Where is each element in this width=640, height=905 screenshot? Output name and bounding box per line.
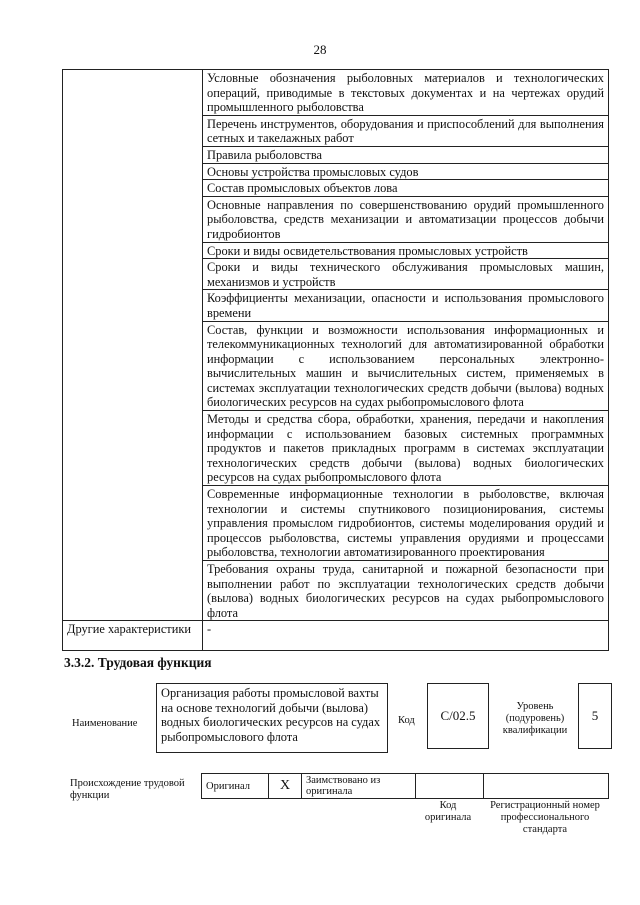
- registration-number-cell: [484, 774, 609, 799]
- origin-label: Происхождение трудовой функции: [70, 778, 185, 801]
- level-box: [578, 683, 612, 749]
- knowledge-row: Основные направления по совершенствованию орудий промышленного рыболовства, средств механизации и автоматизации процессов добычи гидробионтов: [203, 197, 608, 243]
- knowledge-row: Правила рыболовства: [203, 147, 608, 164]
- code-box: [427, 683, 489, 749]
- knowledge-left-cell: [63, 70, 203, 621]
- knowledge-row: Сроки и виды освидетельствования промысловых устройств: [203, 243, 608, 260]
- name-label: Наименование: [72, 718, 138, 729]
- level-label: Уровень (подуровень) квалификации: [502, 701, 568, 736]
- other-characteristics-value: -: [203, 621, 609, 651]
- knowledge-row: Сроки и виды технического обслуживания промысловых машин, механизмов и устройств: [203, 259, 608, 290]
- knowledge-row: Основы устройства промысловых судов: [203, 164, 608, 181]
- knowledge-row: Требования охраны труда, санитарной и пожарной безопасности при выполнении работ по эксплуатации технологических средств добычи (вылова) водных биологических ресурсов на судах рыбопромыслового флота: [207, 562, 604, 620]
- page-number: 28: [313, 42, 327, 57]
- original-mark: X: [269, 774, 302, 799]
- registration-number-caption: Регистрационный номер профессионального стандарта: [490, 800, 600, 835]
- borrowed-label: Заимствовано из оригинала: [302, 774, 416, 799]
- knowledge-row: Перечень инструментов, оборудования и приспособлений для выполнения сетных и такелажных работ: [203, 116, 608, 147]
- knowledge-table: [62, 69, 609, 651]
- knowledge-row: Методы и средства сбора, обработки, хранения, передачи и накопления информации с использованием базовых системных программных продуктов и пакетов прикладных программ в системах эксплуатации технологических средств добычи (вылова) водных биологических ресурсов на судах рыбопромыслового флота: [203, 411, 608, 486]
- knowledge-row: Условные обозначения рыболовных материалов и технологических операций, приводимые в текстовых документах и на чертежах орудий промышленного рыболовства: [203, 70, 608, 116]
- function-name-box: Организация работы промысловой вахты на основе технологий добычи (вылова) водных биологических ресурсов на судах рыбопромыслового флота: [156, 683, 388, 753]
- code-value: C/02.5: [440, 708, 476, 723]
- code-original-caption: Код оригинала: [424, 800, 472, 823]
- knowledge-row: Состав, функции и возможности использования информационных и телекоммуникационных технологий для автоматизированной обработки информации с использованием персональных электронно-вычислительных машин и вычислительных систем, применяемых в системах эксплуатации технологических средств добычи (вылова) водных биологических ресурсов на судах рыбопромыслового флота: [203, 322, 608, 412]
- knowledge-rows: [203, 70, 609, 621]
- other-characteristics-label: Другие характеристики: [63, 621, 203, 651]
- section-heading: 3.3.2. Трудовая функция: [64, 655, 212, 670]
- knowledge-row: Современные информационные технологии в рыболовстве, включая технологии и системы спутникового позиционирования, системы управления промыслом гидробионтов, системы моделирования орудий и процессов рыболовства, системы управления орудиями и процессами рыболовства, технологии автоматизированного проектирования: [203, 486, 608, 561]
- knowledge-row: Состав промысловых объектов лова: [203, 180, 608, 197]
- code-label: Код: [398, 715, 415, 726]
- origin-table: [201, 773, 609, 799]
- knowledge-row: Коэффициенты механизации, опасности и использования промыслового времени: [203, 290, 608, 321]
- original-code-cell: [416, 774, 484, 799]
- level-value: 5: [591, 708, 599, 723]
- original-label: Оригинал: [202, 774, 269, 799]
